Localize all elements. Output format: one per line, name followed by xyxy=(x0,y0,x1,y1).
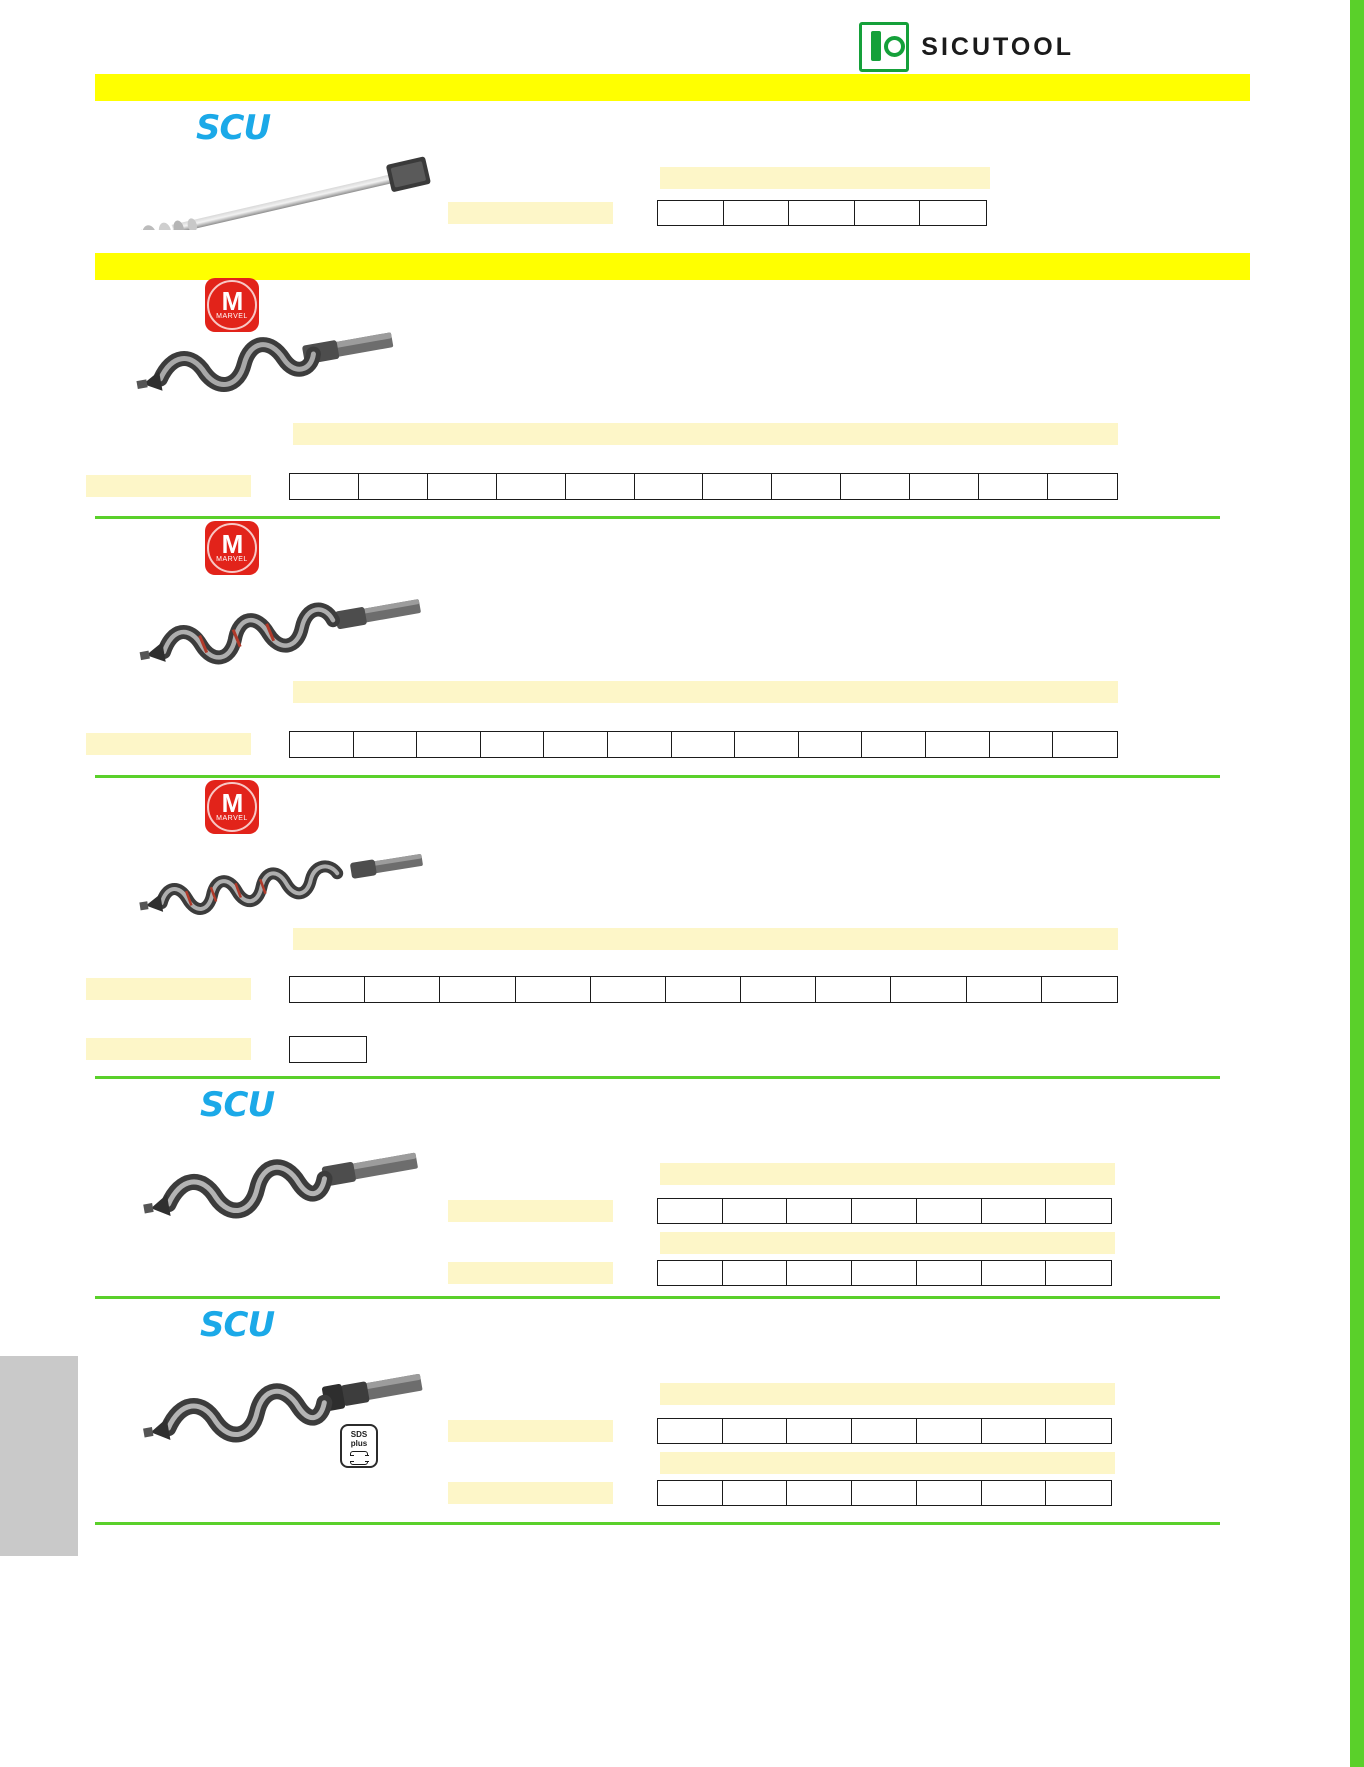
section-4-size-table-b[interactable] xyxy=(289,1036,367,1063)
table-cell[interactable] xyxy=(703,474,772,499)
table-cell[interactable] xyxy=(1046,1199,1111,1223)
sicutool-logo-icon xyxy=(859,22,909,72)
table-cell[interactable] xyxy=(816,977,891,1002)
section-4-separator xyxy=(95,1076,1220,1079)
section-6-row-label-pale-b xyxy=(448,1482,613,1504)
section-1-tool-image xyxy=(110,150,450,230)
table-cell[interactable] xyxy=(566,474,635,499)
table-cell[interactable] xyxy=(841,474,910,499)
section-4-spec-header-pale xyxy=(293,928,1118,950)
section-2-tool-image xyxy=(130,318,430,398)
table-cell[interactable] xyxy=(608,732,672,757)
section-5-mid-pale-band xyxy=(660,1232,1115,1254)
table-cell[interactable] xyxy=(862,732,926,757)
table-cell[interactable] xyxy=(979,474,1048,499)
table-cell[interactable] xyxy=(852,1199,917,1223)
section-3-size-table[interactable] xyxy=(289,731,1118,758)
marvel-m-letter: M xyxy=(221,528,243,559)
table-cell[interactable] xyxy=(723,1419,788,1443)
table-cell[interactable] xyxy=(516,977,591,1002)
section-5-brand-logo: SCU xyxy=(200,1085,275,1125)
section-6-brand-logo: SCU xyxy=(200,1305,275,1345)
table-cell[interactable] xyxy=(481,732,545,757)
table-cell[interactable] xyxy=(591,977,666,1002)
table-cell[interactable] xyxy=(772,474,841,499)
table-cell[interactable] xyxy=(967,977,1042,1002)
table-cell[interactable] xyxy=(982,1261,1047,1285)
table-cell[interactable] xyxy=(735,732,799,757)
table-cell[interactable] xyxy=(917,1481,982,1505)
table-cell[interactable] xyxy=(855,201,921,225)
table-cell[interactable] xyxy=(852,1261,917,1285)
section-5-row-label-pale-a xyxy=(448,1200,613,1222)
section-6-size-table-b[interactable] xyxy=(657,1480,1112,1506)
section-4-size-table[interactable] xyxy=(289,976,1118,1003)
section-4-row-label-pale-b xyxy=(86,1038,251,1060)
section-1-title-band xyxy=(95,74,1250,101)
table-cell[interactable] xyxy=(982,1199,1047,1223)
marvel-m-letter: M xyxy=(221,787,243,818)
section-6-size-table-a[interactable] xyxy=(657,1418,1112,1444)
section-1-spec-header-pale xyxy=(660,167,990,189)
section-2-size-table[interactable] xyxy=(289,473,1118,500)
brand-name: SICUTOOL xyxy=(921,32,1074,61)
table-cell[interactable] xyxy=(354,732,418,757)
marvel-wordmark: MARVEL xyxy=(216,814,248,822)
section-2-row-label-pale xyxy=(86,475,251,497)
section-4-tool-image xyxy=(135,838,455,928)
section-5-separator xyxy=(95,1296,1220,1299)
table-cell[interactable] xyxy=(723,1481,788,1505)
table-cell[interactable] xyxy=(920,201,986,225)
section-3-tool-image xyxy=(135,585,455,675)
section-3-spec-header-pale xyxy=(293,681,1118,703)
section-5-spec-header-pale xyxy=(660,1163,1115,1185)
section-1-size-table[interactable] xyxy=(657,200,987,226)
sds-badge-line2: plus xyxy=(350,1439,368,1448)
table-cell[interactable] xyxy=(787,1199,852,1223)
table-cell[interactable] xyxy=(852,1481,917,1505)
table-cell[interactable] xyxy=(787,1261,852,1285)
section-6-row-label-pale-a xyxy=(448,1420,613,1442)
table-cell[interactable] xyxy=(544,732,608,757)
table-cell[interactable] xyxy=(290,977,365,1002)
table-cell[interactable] xyxy=(1046,1481,1111,1505)
table-cell[interactable] xyxy=(658,1419,723,1443)
table-cell[interactable] xyxy=(365,977,440,1002)
section-3-separator xyxy=(95,775,1220,778)
sds-badge-line1: SDS xyxy=(350,1430,368,1439)
table-cell[interactable] xyxy=(723,1261,788,1285)
section-6-mid-pale-band xyxy=(660,1452,1115,1474)
page-edge-bar xyxy=(1350,0,1364,1767)
table-cell[interactable] xyxy=(428,474,497,499)
section-4-brand-logo xyxy=(205,780,259,834)
table-cell[interactable] xyxy=(990,732,1054,757)
table-cell[interactable] xyxy=(1042,977,1117,1002)
table-cell[interactable] xyxy=(787,1419,852,1443)
table-cell[interactable] xyxy=(359,474,428,499)
table-cell[interactable] xyxy=(917,1199,982,1223)
table-cell[interactable] xyxy=(417,732,481,757)
table-cell[interactable] xyxy=(982,1419,1047,1443)
sds-plus-shank-icon xyxy=(340,1424,378,1468)
table-cell[interactable] xyxy=(926,732,990,757)
section-2-separator xyxy=(95,516,1220,519)
section-5-size-table-a[interactable] xyxy=(657,1198,1112,1224)
table-cell[interactable] xyxy=(1046,1419,1111,1443)
table-cell[interactable] xyxy=(852,1419,917,1443)
section-2-title-band xyxy=(95,253,1250,280)
brand-header xyxy=(859,22,1074,72)
section-2-spec-header-pale xyxy=(293,423,1118,445)
section-5-row-label-pale-b xyxy=(448,1262,613,1284)
table-cell[interactable] xyxy=(741,977,816,1002)
section-6-separator xyxy=(95,1522,1220,1525)
sds-shank-glyph xyxy=(350,1451,368,1465)
table-cell[interactable] xyxy=(724,201,790,225)
table-cell[interactable] xyxy=(658,1481,723,1505)
table-cell[interactable] xyxy=(1048,474,1117,499)
table-cell[interactable] xyxy=(787,1481,852,1505)
section-3-brand-logo xyxy=(205,521,259,575)
table-cell[interactable] xyxy=(799,732,863,757)
section-5-tool-image xyxy=(140,1140,450,1230)
table-cell[interactable] xyxy=(658,1199,723,1223)
marvel-wordmark: MARVEL xyxy=(216,555,248,563)
table-cell[interactable] xyxy=(982,1481,1047,1505)
table-cell[interactable] xyxy=(440,977,515,1002)
table-cell[interactable] xyxy=(635,474,704,499)
table-cell[interactable] xyxy=(497,474,566,499)
section-6-spec-header-pale xyxy=(660,1383,1115,1405)
table-cell[interactable] xyxy=(917,1261,982,1285)
table-cell[interactable] xyxy=(658,201,724,225)
section-4-row-label-pale-a xyxy=(86,978,251,1000)
marvel-wordmark: MARVEL xyxy=(216,312,248,320)
section-1-row-label-pale xyxy=(448,202,613,224)
section-1-brand-logo: SCU xyxy=(196,108,271,148)
table-cell[interactable] xyxy=(290,1037,366,1062)
table-cell[interactable] xyxy=(658,1261,723,1285)
table-cell[interactable] xyxy=(891,977,966,1002)
table-cell[interactable] xyxy=(1053,732,1117,757)
table-cell[interactable] xyxy=(290,474,359,499)
table-cell[interactable] xyxy=(1046,1261,1111,1285)
table-cell[interactable] xyxy=(723,1199,788,1223)
table-cell[interactable] xyxy=(917,1419,982,1443)
table-cell[interactable] xyxy=(672,732,736,757)
table-cell[interactable] xyxy=(789,201,855,225)
table-cell[interactable] xyxy=(666,977,741,1002)
section-6-tool-image xyxy=(140,1360,450,1460)
section-3-row-label-pale xyxy=(86,733,251,755)
table-cell[interactable] xyxy=(290,732,354,757)
page-side-tab xyxy=(0,1356,78,1556)
marvel-m-letter: M xyxy=(221,285,243,316)
table-cell[interactable] xyxy=(910,474,979,499)
section-5-size-table-b[interactable] xyxy=(657,1260,1112,1286)
